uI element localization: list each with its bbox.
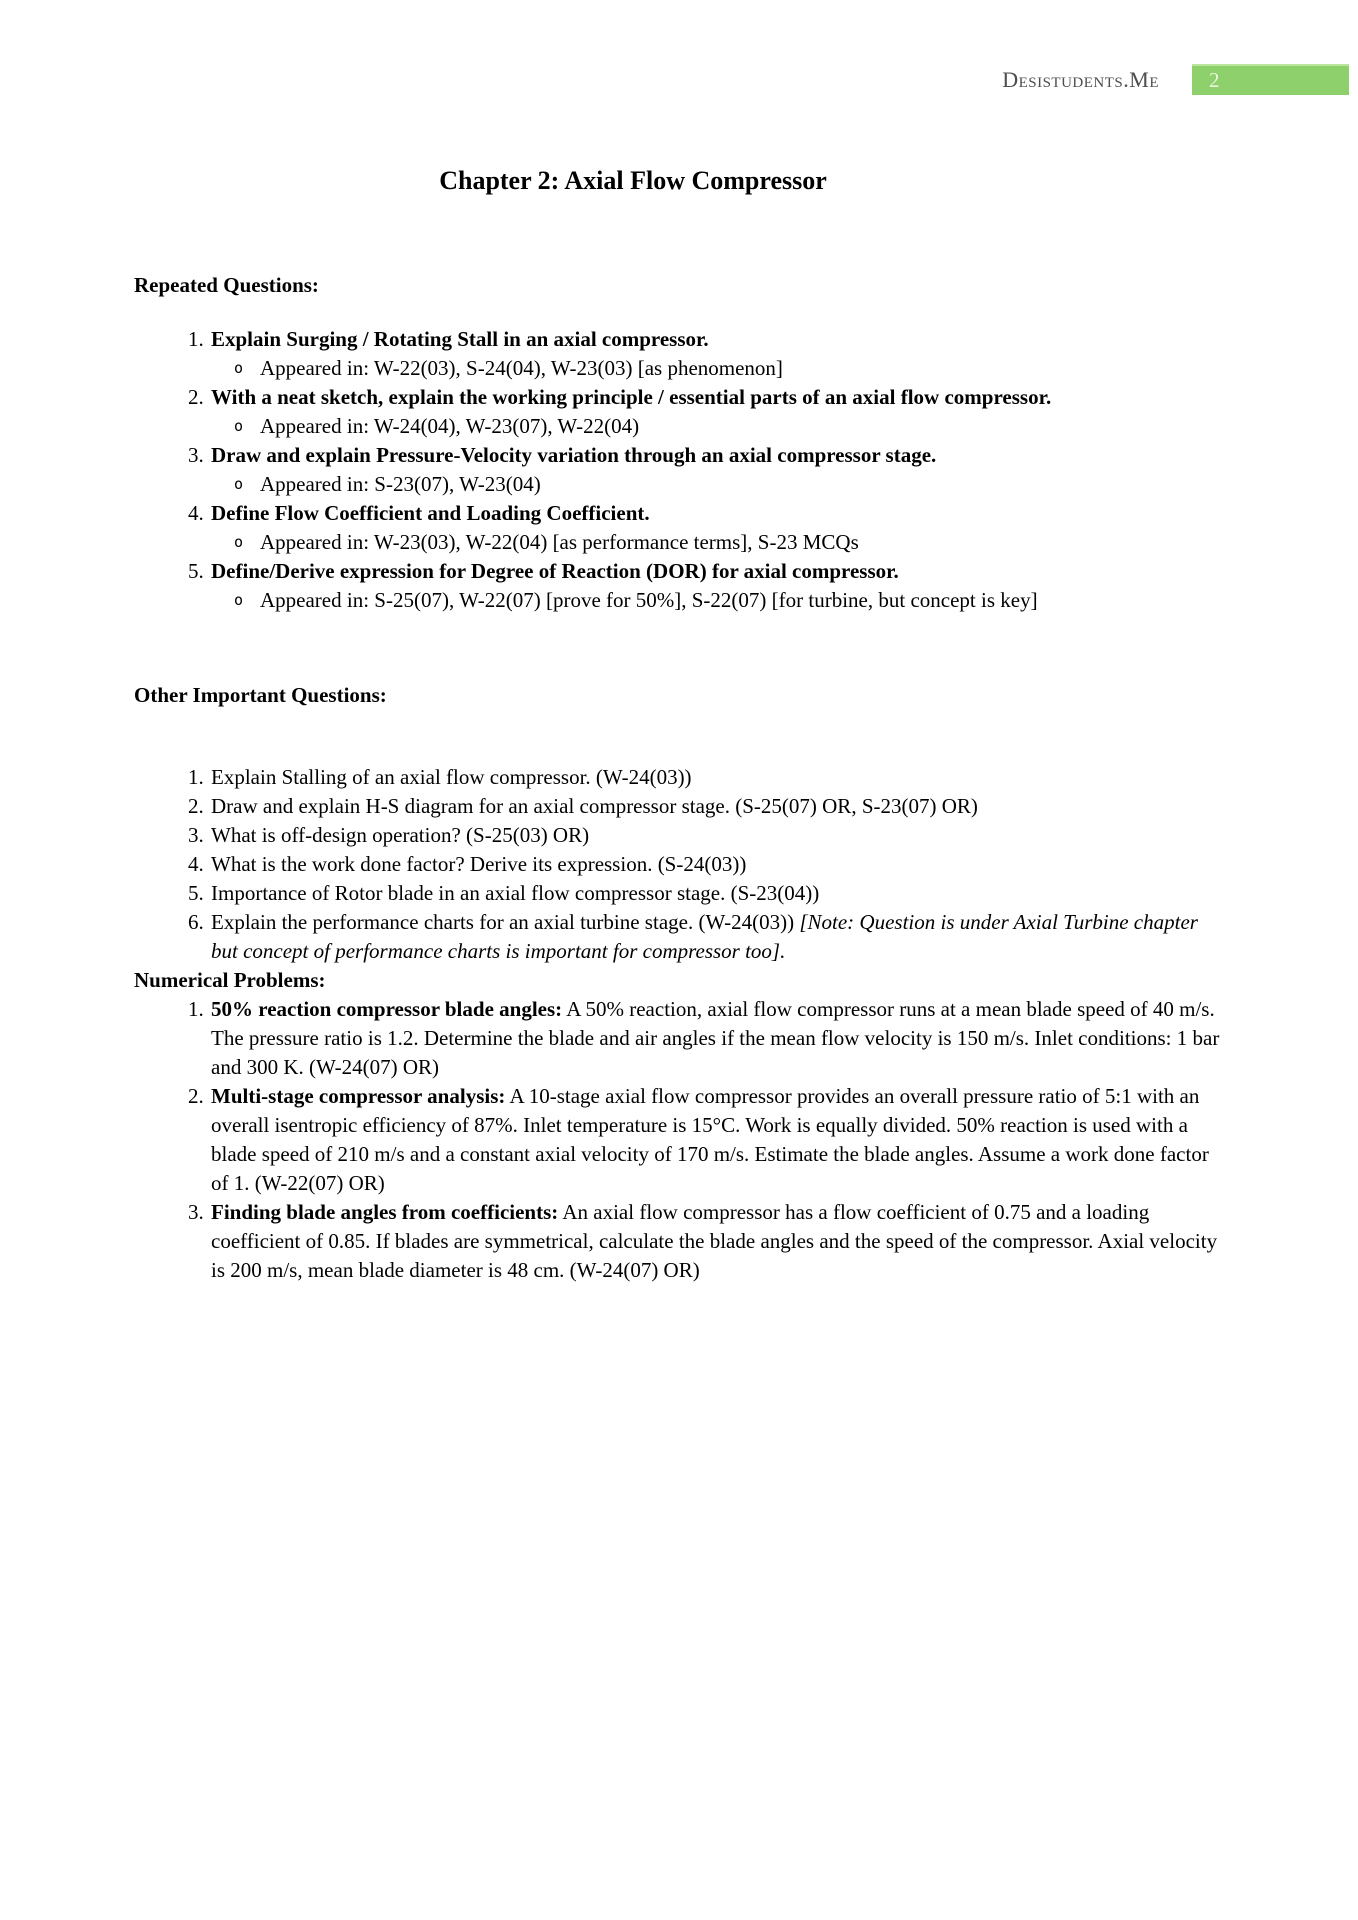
problem-text: [211, 995, 1224, 1082]
problem-item: [134, 1082, 1224, 1198]
problem-body: An axial flow compressor has a flow coefficient of 0.75 and a loading coefficient of 0.85. If blades are symmetrical, calculate the blade angles and the speed of the compressor. Axial velocity is 200 m/s, mean blade diameter is 48 cm. (W-24(07) OR): [211, 1200, 1218, 1282]
other-important-questions-list: [134, 763, 1224, 1285]
list-number: 2.: [188, 794, 204, 818]
list-number: 6.: [188, 910, 204, 934]
appeared-in-text: Appeared in: W-22(03), S-24(04), W-23(03) [as phenomenon]: [260, 356, 783, 380]
question-note-italic: [Note: Question is under Axial Turbine chapter but concept of performance charts is important for compressor too].: [211, 910, 1198, 963]
circle-bullet: o: [234, 417, 244, 435]
section-heading-numerical-problems: Numerical Problems:: [134, 968, 326, 992]
question-text: What is the work done factor? Derive its expression. (S-24(03)): [211, 852, 747, 876]
appeared-in-row: [134, 354, 1224, 383]
appeared-in-row: [134, 586, 1224, 615]
section-heading-repeated-questions: Repeated Questions:: [134, 273, 319, 297]
list-number: 2.: [188, 1084, 204, 1108]
question-item: [134, 557, 1224, 586]
site-name: Desistudents.Me: [1002, 67, 1159, 92]
appeared-in-row: [134, 528, 1224, 557]
list-number: 2.: [188, 385, 204, 409]
problem-body: A 50% reaction, axial flow compressor runs at a mean blade speed of 40 m/s. The pressure ratio is 1.2. Determine the blade and air angles if the mean flow velocity is 150 m/s. Inlet conditions: 1 bar and 300 K. (W-24(07) OR): [211, 997, 1220, 1079]
question-item: [134, 908, 1224, 966]
question-text: Explain Stalling of an axial flow compressor. (W-24(03)): [211, 765, 692, 789]
question-item: [134, 792, 1224, 821]
list-number: 5.: [188, 559, 204, 583]
section-heading-other-important-questions: Other Important Questions:: [134, 683, 387, 707]
question-text: With a neat sketch, explain the working principle / essential parts of an axial flow compressor.: [211, 385, 1052, 409]
question-item: [134, 499, 1224, 528]
problem-body: A 10-stage axial flow compressor provides an overall pressure ratio of 5:1 with an overall isentropic efficiency of 87%. Inlet temperature is 15°C. Work is equally divided. 50% reaction is used with a blade speed of 210 m/s and a constant axial velocity of 170 m/s. Estimate the blade angles. Assume a work done factor of 1. (W-22(07) OR): [211, 1084, 1209, 1195]
question-item: [134, 879, 1224, 908]
question-text: Draw and explain H-S diagram for an axial compressor stage. (S-25(07) OR, S-23(07) OR): [211, 794, 978, 818]
appeared-in-text: Appeared in: S-23(07), W-23(04): [260, 472, 541, 496]
list-number: 1.: [188, 327, 204, 351]
appeared-in-text: Appeared in: W-23(03), W-22(04) [as performance terms], S-23 MCQs: [260, 530, 859, 554]
problem-lead-bold: Finding blade angles from coefficients:: [211, 1200, 559, 1224]
problem-text: [211, 1198, 1224, 1285]
problem-lead-bold: Multi-stage compressor analysis:: [211, 1084, 506, 1108]
question-text: Define Flow Coefficient and Loading Coefficient.: [211, 501, 650, 525]
problem-text: [211, 1082, 1224, 1198]
numerical-problems-list: [134, 995, 1224, 1285]
circle-bullet: o: [234, 533, 244, 551]
circle-bullet: o: [234, 359, 244, 377]
list-number: 4.: [188, 501, 204, 525]
repeated-questions-list: [134, 325, 1224, 615]
list-number: 3.: [188, 443, 204, 467]
question-text: Draw and explain Pressure-Velocity variation through an axial compressor stage.: [211, 443, 937, 467]
question-text: Importance of Rotor blade in an axial flow compressor stage. (S-23(04)): [211, 881, 820, 905]
question-item: [134, 441, 1224, 470]
problem-lead-bold: 50% reaction compressor blade angles:: [211, 997, 563, 1021]
question-item: [134, 763, 1224, 792]
circle-bullet: o: [234, 475, 244, 493]
appeared-in-row: [134, 412, 1224, 441]
question-item: [134, 325, 1224, 354]
problem-item: [134, 1198, 1224, 1285]
list-number: 4.: [188, 852, 204, 876]
page-header: [0, 64, 1349, 95]
question-text: Define/Derive expression for Degree of Reaction (DOR) for axial compressor.: [211, 559, 899, 583]
page-number-box: [1192, 64, 1349, 95]
list-number: 3.: [188, 1200, 204, 1224]
question-text: [211, 908, 1224, 966]
list-number: 1.: [188, 765, 204, 789]
question-item: [134, 383, 1224, 412]
question-text: What is off-design operation? (S-25(03) OR): [211, 823, 590, 847]
appeared-in-text: Appeared in: W-24(04), W-23(07), W-22(04): [260, 414, 640, 438]
appeared-in-text: Appeared in: S-25(07), W-22(07) [prove for 50%], S-22(07) [for turbine, but concept is key]: [260, 588, 1038, 612]
page-number: 2: [1209, 68, 1220, 92]
question-item: [134, 821, 1224, 850]
circle-bullet: o: [234, 591, 244, 609]
chapter-title: Chapter 2: Axial Flow Compressor: [439, 166, 827, 195]
appeared-in-row: [134, 470, 1224, 499]
problem-item: [134, 995, 1224, 1082]
question-text: Explain Surging / Rotating Stall in an axial compressor.: [211, 327, 709, 351]
list-number: 5.: [188, 881, 204, 905]
question-text-main: Explain the performance charts for an axial turbine stage. (W-24(03)): [211, 910, 800, 934]
list-number: 1.: [188, 997, 204, 1021]
list-number: 3.: [188, 823, 204, 847]
question-item: [134, 850, 1224, 879]
